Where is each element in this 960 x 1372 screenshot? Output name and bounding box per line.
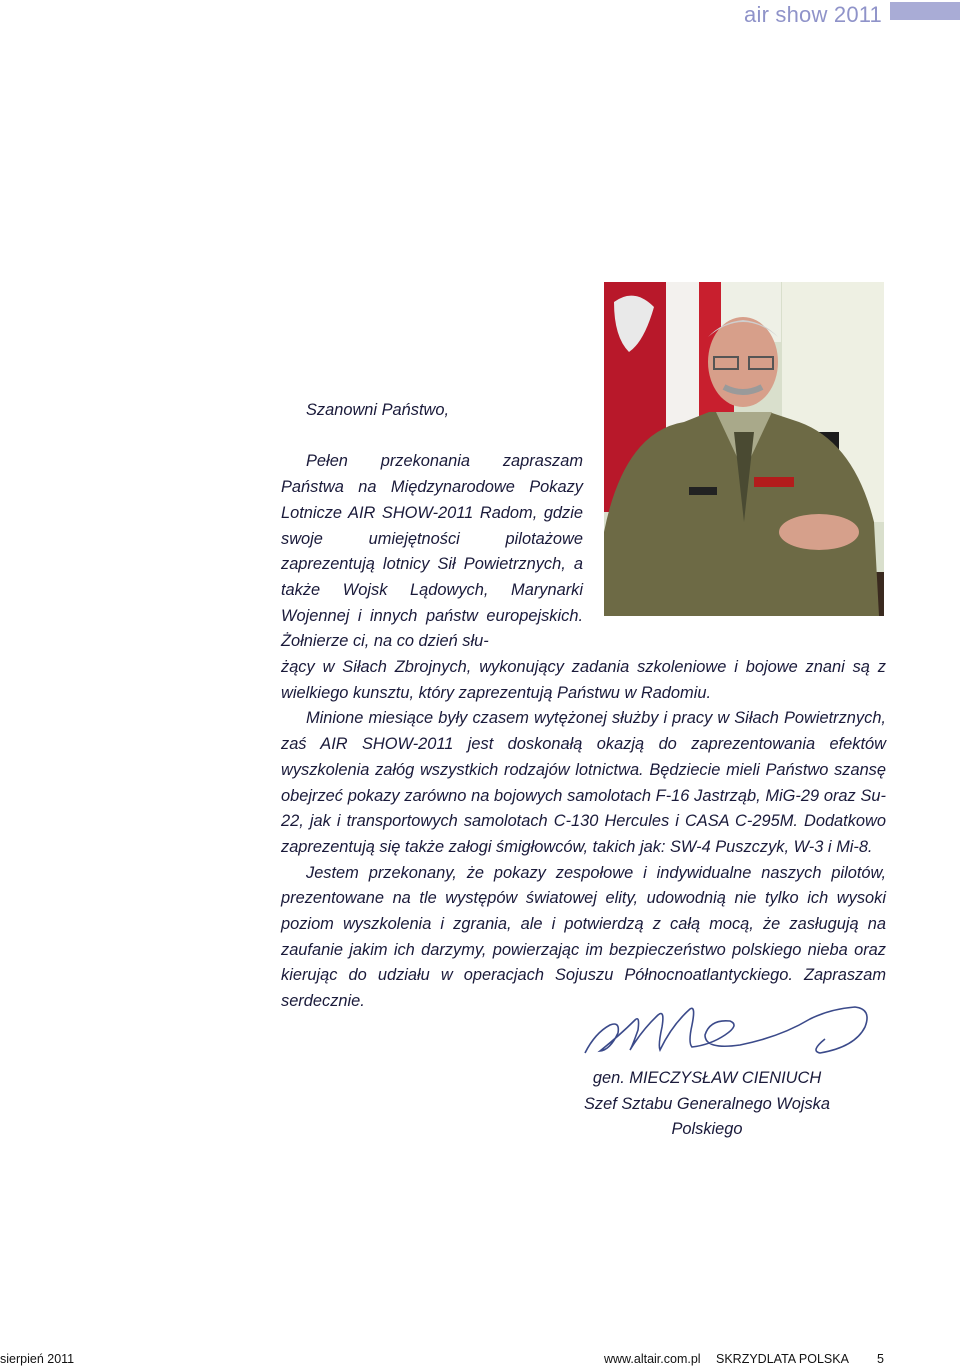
footer-date: sierpień 2011 bbox=[0, 1352, 75, 1366]
paragraph-1-narrow: Pełen przekonania zapraszam Państwa na Międzynarodowe Pokazy Lotnicze AIR SHOW-2011 Radom, gdzie swoje umiejętności pilotażowe zaprezentują lotnicy Sił Powietrznych, a także Wojsk Lądowych, Marynarki Wojennej i innych państw europejskich. Żołnierze ci, na co dzień słu- bbox=[281, 452, 583, 651]
letter-body bbox=[281, 398, 886, 1015]
signer-block bbox=[548, 1066, 866, 1143]
header-accent-bar bbox=[890, 2, 960, 20]
salutation: Szanowni Państwo, bbox=[306, 401, 450, 419]
paragraph-3: Jestem przekonany, że pokazy zespołowe i indywidualne naszych pilotów, prezentowane na tle występów światowej elity, udowodnią nie tylko ich wysoki poziom wyszkolenia i zgrania, ale i potwierdzą z całą mocą, że zasługują na zaufanie jakim ich darzymy, powierzając im bezpieczeństwo polskiego nieba oraz kierując do udziału w operacjach Sojuszu Północnoatlantyckiego. Zapraszam serdecznie. bbox=[281, 863, 886, 1011]
footer-url[interactable]: www.altair.com.pl bbox=[604, 1352, 701, 1366]
paragraph-1-continued: żący w Siłach Zbrojnych, wykonujący zadania szkoleniowe i bojowe znani są z wielkiego kunsztu, który zaprezentują Państwu w Radomiu. bbox=[281, 658, 886, 702]
signer-name: gen. MIECZYSŁAW CIENIUCH bbox=[592, 1069, 822, 1087]
handwritten-signature bbox=[580, 995, 880, 1061]
footer-magazine: SKRZYDLATA POLSKA bbox=[716, 1352, 849, 1366]
running-header-title: air show 2011 bbox=[744, 2, 882, 27]
footer-page-number: 5 bbox=[877, 1352, 884, 1366]
paragraph-2: Minione miesiące były czasem wytężonej służby i pracy w Siłach Powietrznych, zaś AIR SHOW-2011 jest doskonałą okazją do zaprezentowania efektów wyszkolenia załóg wszystkich rodzajów lotnictwa. Będziecie mieli Państwo szansę obejrzeć pokazy zarówno na bojowych samolotach F-16 Jastrząb, MiG-29 oraz Su-22, jak i transportowych samolotach C-130 Hercules i CASA C-295M. Dodatkowo zaprezentują się także załogi śmigłowców, takich jak: SW-4 Puszczyk, W-3 i Mi-8. bbox=[281, 709, 886, 856]
signer-role: Szef Sztabu Generalnego Wojska Polskiego bbox=[584, 1094, 830, 1139]
